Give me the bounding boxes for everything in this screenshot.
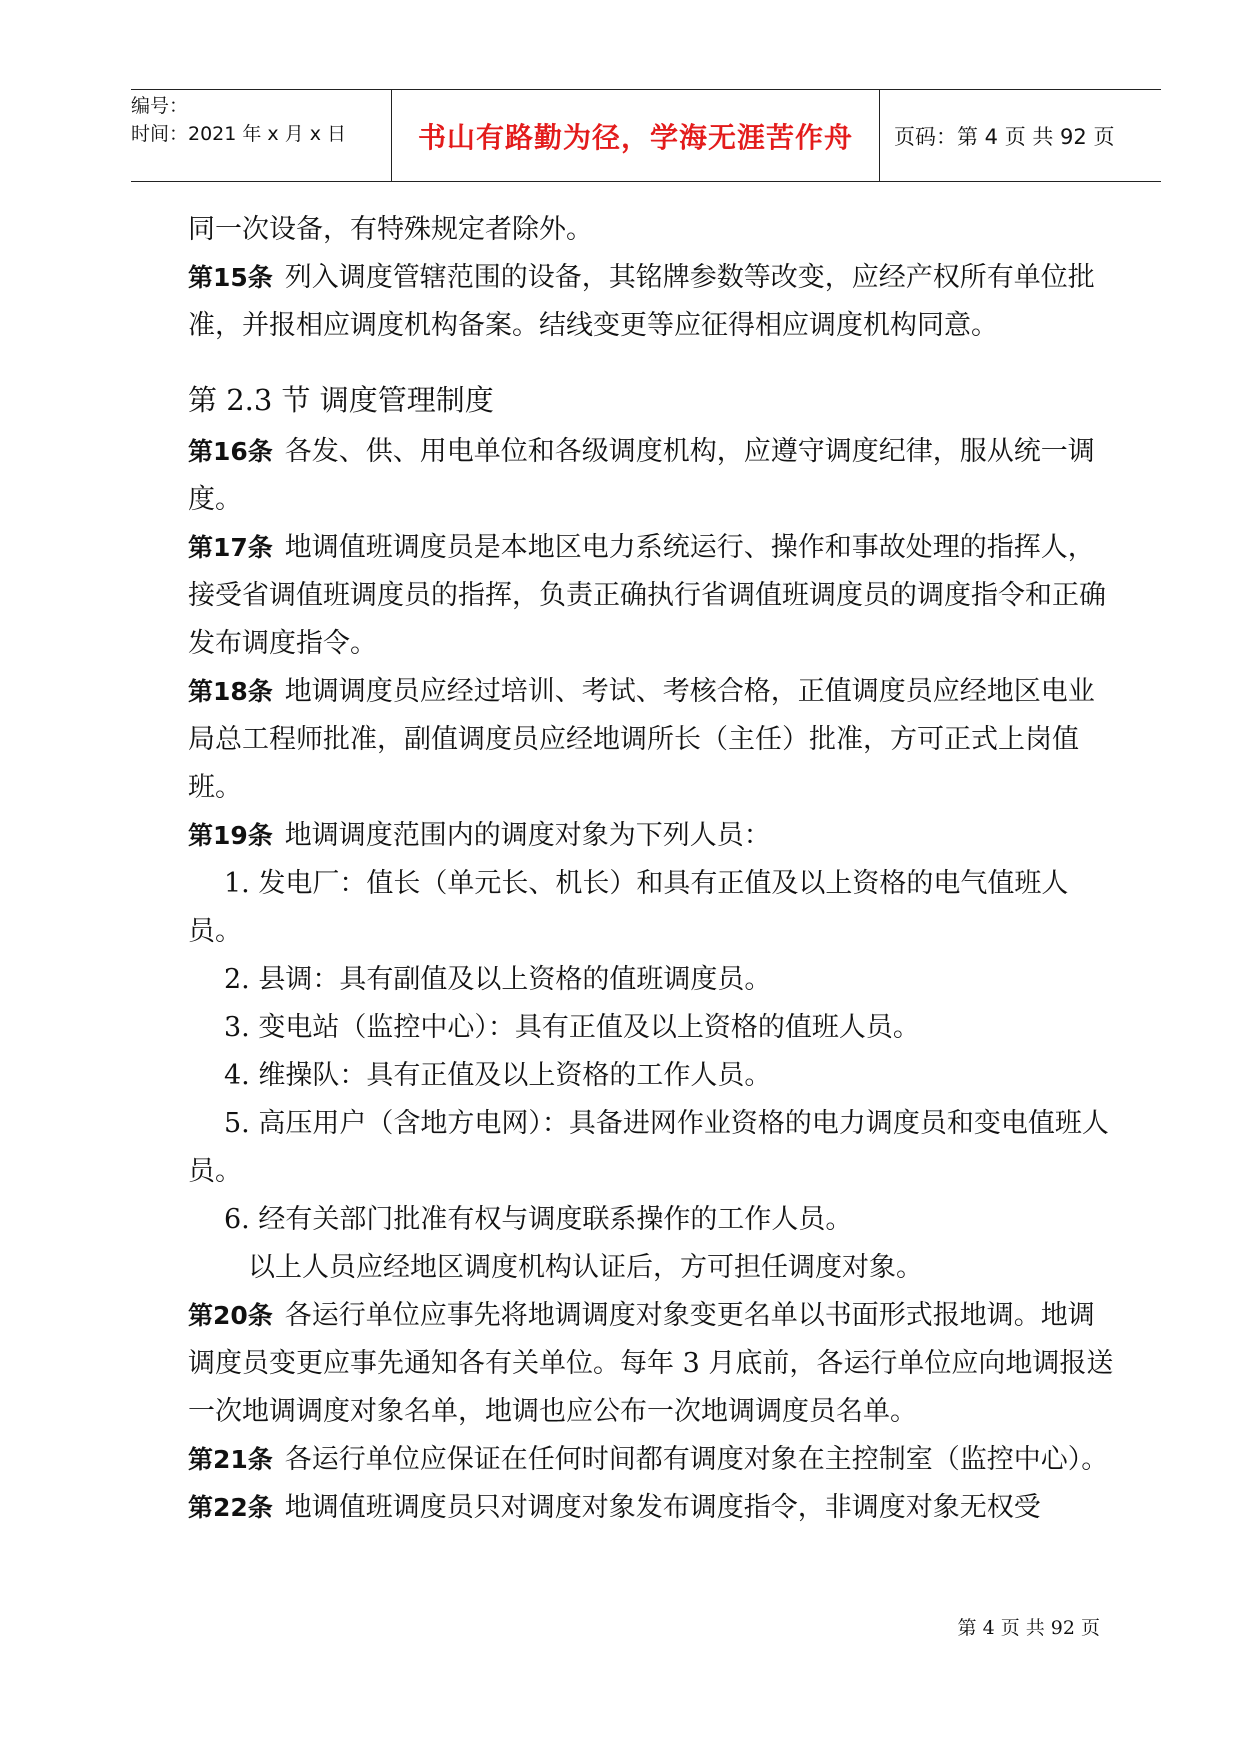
article-label: 第22条 xyxy=(188,1493,273,1522)
list-item: 1. 发电厂：值长（单元长、机长）和具有正值及以上资格的电气值班人员。 xyxy=(188,868,1069,947)
article-17 xyxy=(188,524,1120,668)
article-text: 地调值班调度员只对调度对象发布调度指令，非调度对象无权受 xyxy=(284,1492,1041,1523)
header-motto-cell xyxy=(392,90,880,181)
article-22 xyxy=(188,1484,1120,1532)
article-text: 列入调度管辖范围的设备，其铭牌参数等改变，应经产权所有单位批准，并报相应调度机构备案。结线变更等应征得相应调度机构同意。 xyxy=(188,262,1095,341)
list-item: 2. 县调：具有副值及以上资格的值班调度员。 xyxy=(224,964,772,995)
article-label: 第21条 xyxy=(188,1445,273,1474)
list-item: 3. 变电站（监控中心）：具有正值及以上资格的值班人员。 xyxy=(224,1012,920,1043)
article-text: 地调调度员应经过培训、考试、考核合格，正值调度员应经地区电业局总工程师批准，副值调度员应经地调所长（主任）批准，方可正式上岗值班。 xyxy=(188,676,1095,803)
list-item: 6. 经有关部门批准有权与调度联系操作的工作人员。 xyxy=(224,1204,853,1235)
article-text: 各运行单位应保证在任何时间都有调度对象在主控制室（监控中心）。 xyxy=(284,1444,1109,1475)
article-label: 第18条 xyxy=(188,677,273,706)
article-16 xyxy=(188,428,1120,524)
article-label: 第15条 xyxy=(188,263,273,292)
article-label: 第17条 xyxy=(188,533,273,562)
document-number-label: 编号： xyxy=(131,95,189,117)
section-heading: 第 2.3 节 调度管理制度 xyxy=(188,383,494,417)
page-footer: 第 4 页 共 92 页 xyxy=(957,1617,1100,1639)
list-item: 5. 高压用户（含地方电网）：具备进网作业资格的电力调度员和变电值班人员。 xyxy=(188,1108,1109,1187)
document-body xyxy=(188,206,1120,1532)
article-text: 地调值班调度员是本地区电力系统运行、操作和事故处理的指挥人，接受省调值班调度员的指挥，负责正确执行省调值班调度员的调度指令和正确发布调度指令。 xyxy=(188,532,1106,659)
article-label: 第19条 xyxy=(188,821,273,850)
continuation-text: 同一次设备，有特殊规定者除外。 xyxy=(188,214,593,245)
closing-note: 以上人员应经地区调度机构认证后，方可担任调度对象。 xyxy=(248,1252,923,1283)
article-21 xyxy=(188,1436,1120,1484)
document-time-label: 时间：2021 年 x 月 x 日 xyxy=(131,123,347,145)
article-20 xyxy=(188,1292,1120,1436)
article-label: 第20条 xyxy=(188,1301,273,1330)
article-label: 第16条 xyxy=(188,437,273,466)
article-19 xyxy=(188,812,1120,860)
article-18 xyxy=(188,668,1120,812)
article-text: 各运行单位应事先将地调调度对象变更名单以书面形式报地调。地调调度员变更应事先通知各有关单位。每年 3 月底前，各运行单位应向地调报送一次地调调度对象名单，地调也应公布一次地调调度员名单。 xyxy=(188,1300,1114,1427)
article-text: 各发、供、用电单位和各级调度机构，应遵守调度纪律，服从统一调度。 xyxy=(188,436,1095,515)
header-page-info: 页码：第 4 页 共 92 页 xyxy=(894,124,1115,149)
article-text: 地调调度范围内的调度对象为下列人员： xyxy=(284,820,771,851)
header-motto: 书山有路勤为径，学海无涯苦作舟 xyxy=(417,120,853,154)
list-item: 4. 维操队：具有正值及以上资格的工作人员。 xyxy=(224,1060,772,1091)
header-meta xyxy=(131,90,392,181)
article-15 xyxy=(188,254,1120,350)
page-header xyxy=(131,89,1161,182)
header-page-info-cell xyxy=(880,90,1161,181)
